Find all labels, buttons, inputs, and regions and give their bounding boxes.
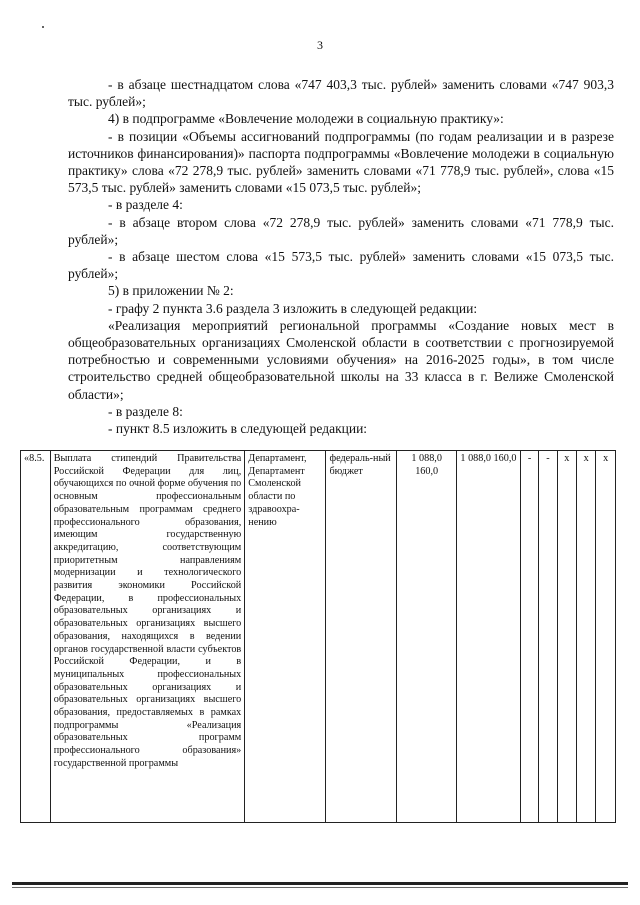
paragraph-10: - в разделе 8: [108, 403, 183, 419]
funding-source-cell: федераль-ный бюджет [326, 451, 397, 823]
page-bottom-border [12, 882, 628, 885]
year-amount-cell: 1 088,0 160,0 [456, 451, 520, 823]
paragraph-3: - в позиции «Объемы ассигнований подпрограммы (по годам реализации и в разрезе источников финансирования)» паспорта подпрограммы «Вовлечение молодежи в социальную практику» слова «72 278,9 тыс. рублей» заменить словами «71 778,9 тыс. рублей», слова «15 573,5 тыс. рублей» заменить словами «15 073,5 тыс. рублей»; [68, 128, 614, 196]
paragraph-8: - графу 2 пункта 3.6 раздела 3 изложить в следующей редакции: [108, 300, 478, 316]
paragraph-9: «Реализация мероприятий региональной программы «Создание новых мест в общеобразовательных организациях Смоленской области в соответствии с прогнозируемой потребностью и современными условиями обучения» на 2016-2025 годы», в том числе строительство средней общеобразовательной школы на 33 класса в г. Велиже Смоленской области»; [68, 317, 614, 402]
paragraph-2: 4) в подпрограмме «Вовлечение молодежи в социальную практику»: [108, 111, 504, 127]
table-row [21, 451, 616, 823]
page-bottom-border-thin [12, 887, 628, 888]
item-description-cell: Выплата стипендий Правительства Российской Федерации для лиц, обучающихся по очной форме обучения по основным профессиональным образовательным программам среднего профессионального образования, имеющим государственную аккредитацию, соответствующим приоритетным направлениям модернизации и технологического развития экономики Российской Федерации, в профессиональных образовательных организациях и образовательных организациях высшего образования, находящихся в ведении органов государственной власти субъектов Российской Федерации, и в муниципальных профессиональных образовательных организациях и образовательных организациях высшего образования, предоставляемых в рамках подпрограммы «Реализация образовательных программ профессионального образования» государственной программы [50, 451, 245, 823]
paragraph-5: - в абзаце втором слова «72 278,9 тыс. рублей» заменить словами «71 778,9 тыс. рублей»; [68, 214, 614, 247]
paragraph-7: 5) в приложении № 2: [108, 283, 234, 299]
paragraph-4: - в разделе 4: [108, 197, 183, 213]
page-number: 3 [317, 38, 323, 52]
executor-cell: Департамент, Департамент Смоленской области по здравоохра-нению [245, 451, 326, 823]
dash-cell-2: - [539, 451, 557, 823]
item-number-cell: «8.5. [21, 451, 51, 823]
dash-cell-1: - [520, 451, 538, 823]
paragraph-11: - пункт 8.5 изложить в следующей редакции: [108, 421, 368, 437]
x-cell-1: x [557, 451, 576, 823]
program-table [20, 450, 616, 823]
x-cell-2: x [577, 451, 596, 823]
paragraph-6: - в абзаце шестом слова «15 573,5 тыс. рублей» заменить словами «15 073,5 тыс. рублей»; [68, 249, 614, 282]
x-cell-3: x [596, 451, 616, 823]
scan-speck [42, 26, 44, 28]
paragraph-1: - в абзаце шестнадцатом слова «747 403,3 тыс. рублей» заменить словами «747 903,3 тыс. рублей»; [68, 77, 614, 110]
total-amount-cell: 1 088,0 160,0 [397, 451, 456, 823]
document-body [68, 76, 614, 437]
